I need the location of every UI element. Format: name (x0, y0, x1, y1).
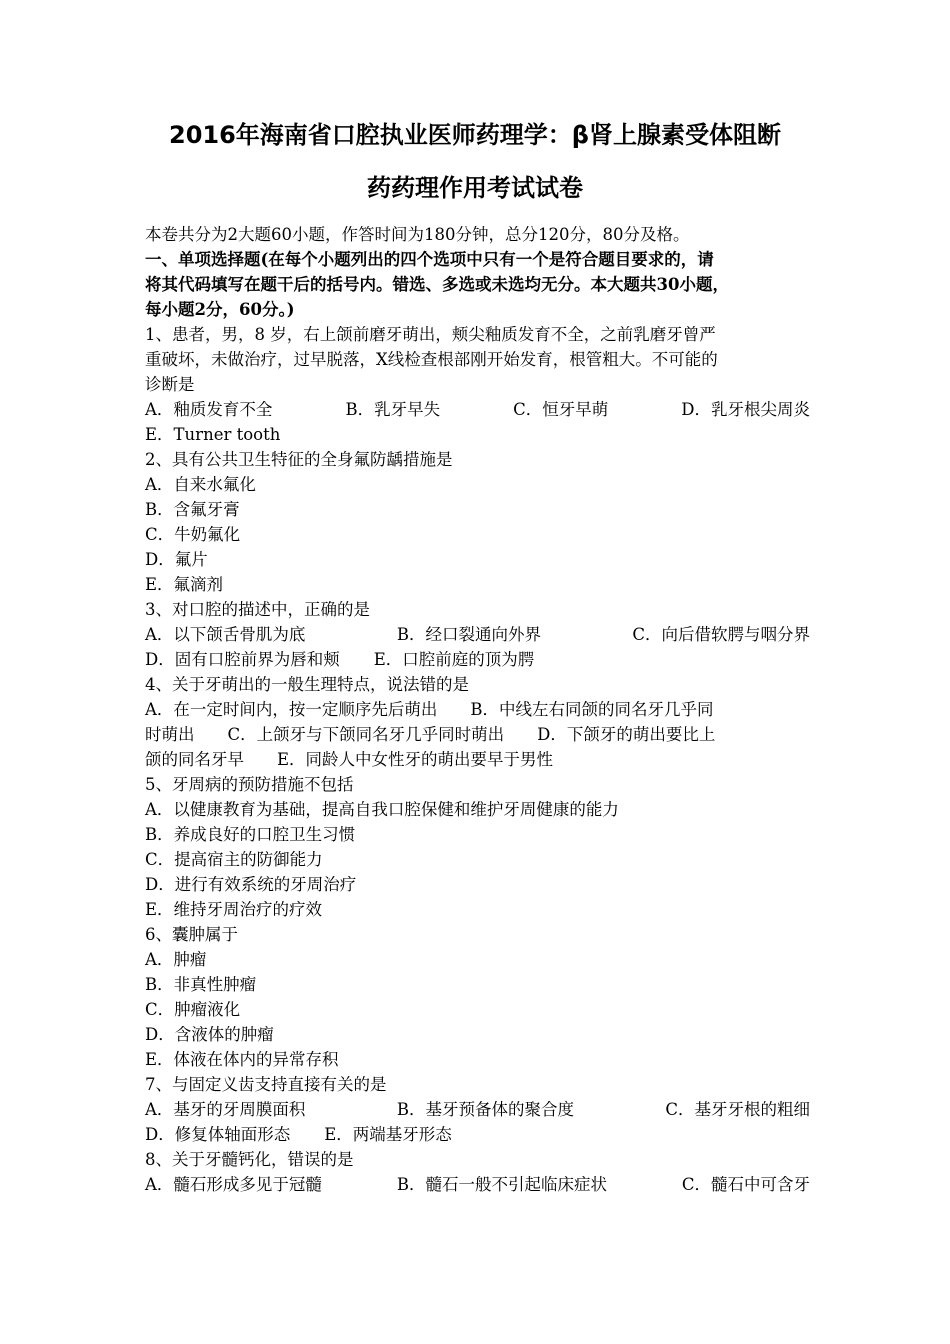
option: D．固有口腔前界为唇和颊 (145, 650, 340, 669)
option-text: 时萌出 C．上颌牙与下颌同名牙几乎同时萌出 D．下颌牙的萌出要比上 (145, 725, 716, 744)
option: B．经口裂通向外界 (396, 625, 541, 644)
option: E．口腔前庭的顶为腭 (373, 650, 535, 669)
option: E．两端基牙形态 (324, 1125, 452, 1144)
document-body (145, 222, 810, 1197)
exam-intro: 本卷共分为2大题60小题，作答时间为180分钟，总分120分，80分及格。 (145, 225, 690, 244)
section-heading: 每小题2分，60分。) (145, 300, 295, 319)
option: E．维持牙周治疗的疗效 (145, 900, 323, 919)
option: B．含氟牙膏 (145, 500, 240, 519)
option: B．养成良好的口腔卫生习惯 (145, 825, 356, 844)
option-row (145, 622, 810, 647)
option: C．基牙牙根的粗细 (665, 1100, 810, 1119)
option-text: 颌的同名牙早 E．同龄人中女性牙的萌出要早于男性 (145, 750, 554, 769)
option: E．体液在体内的异常存积 (145, 1050, 339, 1069)
option-text: A．在一定时间内，按一定顺序先后萌出 B．中线左右同颌的同名牙几乎同 (145, 700, 714, 719)
option-row (145, 1122, 810, 1147)
option-row (145, 1172, 810, 1197)
option: A．釉质发育不全 (145, 400, 273, 419)
section-heading: 将其代码填写在题干后的括号内。错选、多选或未选均无分。本大题共30小题， (145, 275, 729, 294)
option: D．进行有效系统的牙周治疗 (145, 875, 357, 894)
question-stem: 3、对口腔的描述中，正确的是 (145, 600, 370, 619)
option-row (145, 397, 810, 422)
option: A．以下颌舌骨肌为底 (145, 625, 306, 644)
option: B．乳牙早失 (345, 400, 441, 419)
question-stem: 1、患者，男，8 岁，右上颌前磨牙萌出，颊尖釉质发育不全，之前乳磨牙曾严 (145, 325, 716, 344)
option: D．修复体轴面形态 (145, 1125, 291, 1144)
question-stem: 5、牙周病的预防措施不包括 (145, 775, 354, 794)
option: B．基牙预备体的聚合度 (396, 1100, 574, 1119)
option-row (145, 647, 810, 672)
question-stem: 6、囊肿属于 (145, 925, 238, 944)
option: A．髓石形成多见于冠髓 (145, 1175, 322, 1194)
question-stem: 2、具有公共卫生特征的全身氟防龋措施是 (145, 450, 453, 469)
option: D．氟片 (145, 550, 208, 569)
question-stem: 诊断是 (145, 375, 195, 394)
question-stem: 8、关于牙髓钙化，错误的是 (145, 1150, 354, 1169)
question-stem: 7、与固定义齿支持直接有关的是 (145, 1075, 387, 1094)
option: D．乳牙根尖周炎 (681, 400, 810, 419)
question-stem: 4、关于牙萌出的一般生理特点，说法错的是 (145, 675, 469, 694)
option: A．基牙的牙周膜面积 (145, 1100, 306, 1119)
section-heading: 一、单项选择题(在每个小题列出的四个选项中只有一个是符合题目要求的，请 (145, 250, 714, 269)
option: C．提高宿主的防御能力 (145, 850, 323, 869)
document-title-line1: 2016年海南省口腔执业医师药理学：β肾上腺素受体阻断 (169, 121, 781, 149)
option: A．以健康教育为基础，提高自我口腔保健和维护牙周健康的能力 (145, 800, 619, 819)
option: A．自来水氟化 (145, 475, 256, 494)
option: B．髓石一般不引起临床症状 (396, 1175, 607, 1194)
document-title-line2: 药药理作用考试试卷 (367, 174, 583, 202)
option: E．氟滴剂 (145, 575, 224, 594)
option: C．向后借软腭与咽分界 (632, 625, 810, 644)
option: C．恒牙早萌 (513, 400, 609, 419)
option: C．肿瘤液化 (145, 1000, 241, 1019)
option: A．肿瘤 (145, 950, 207, 969)
option: C．髓石中可含牙 (681, 1175, 810, 1194)
option: B．非真性肿瘤 (145, 975, 257, 994)
option: E．Turner tooth (145, 425, 281, 444)
option: D．含液体的肿瘤 (145, 1025, 274, 1044)
option-row (145, 1097, 810, 1122)
option: C．牛奶氟化 (145, 525, 241, 544)
question-stem: 重破坏，未做治疗，过早脱落，X线检查根部刚开始发育，根管粗大。不可能的 (145, 350, 718, 369)
